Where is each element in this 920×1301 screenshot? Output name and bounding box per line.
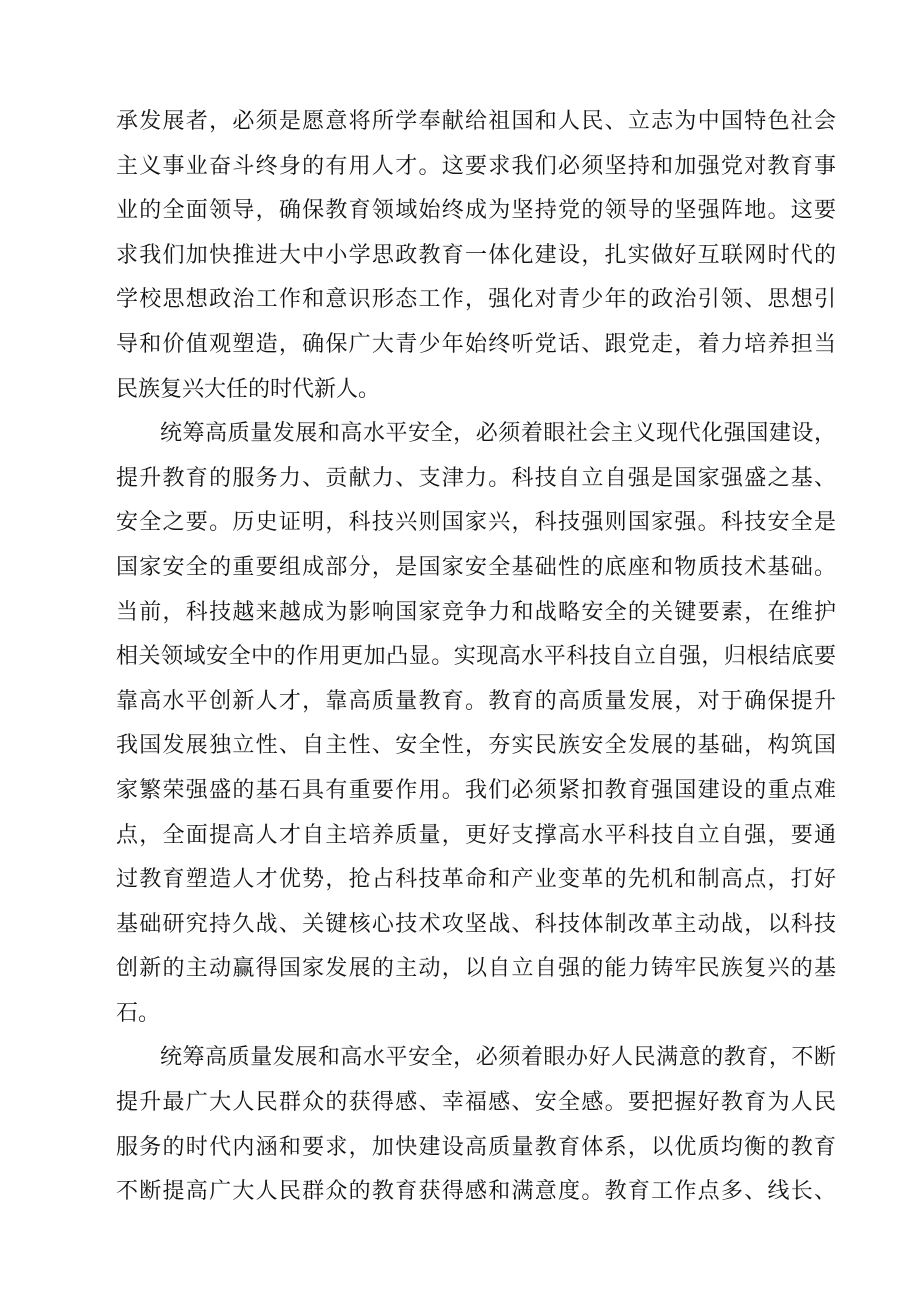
- text-line: 不断提高广大人民群众的教育获得感和满意度。教育工作点多、线长、: [116, 1179, 836, 1205]
- text-line: 承发展者，必须是愿意将所学奉献给祖国和人民、立志为中国特色社会: [116, 109, 836, 134]
- text-line: 统筹高质量发展和高水平安全，必须着眼办好人民满意的教育，不断: [160, 1045, 836, 1071]
- text-line: 统筹高质量发展和高水平安全，必须着眼社会主义现代化强国建设，: [160, 421, 836, 447]
- paragraph-2: [116, 412, 836, 1036]
- text-line: 家繁荣强盛的基石具有重要作用。我们必须紧扣教育强国建设的重点难: [116, 777, 836, 803]
- text-line: 创新的主动赢得国家发展的主动，以自立自强的能力铸牢民族复兴的基: [116, 956, 836, 982]
- paragraph-3: [116, 1036, 836, 1214]
- text-line: 提升教育的服务力、贡献力、支津力。科技自立自强是国家强盛之基、: [116, 465, 836, 491]
- text-line: 我国发展独立性、自主性、安全性，夯实民族安全发展的基础，构筑国: [116, 733, 836, 759]
- text-line: 服务的时代内涵和要求，加快建设高质量教育体系，以优质均衡的教育: [116, 1134, 836, 1160]
- text-line: 靠高水平创新人才，靠高质量教育。教育的高质量发展，对于确保提升: [116, 688, 836, 714]
- text-line: 相关领域安全中的作用更加凸显。实现高水平科技自立自强，归根结底要: [116, 644, 836, 670]
- text-line: 导和价值观塑造，确保广大青少年始终听党话、跟党走，着力培养担当: [116, 331, 836, 357]
- text-line: 业的全面领导，确保教育领域始终成为坚持党的领导的坚强阵地。这要: [116, 198, 836, 224]
- text-line: 基础研究持久战、关键核心技术攻坚战、科技体制改革主动战，以科技: [116, 911, 836, 937]
- text-line: 石。: [116, 1000, 161, 1026]
- text-line: 点，全面提高人才自主培养质量，更好支撑高水平科技自立自强，要通: [116, 822, 836, 848]
- text-line: 当前，科技越来越成为影响国家竞争力和战略安全的关键要素，在维护: [116, 599, 836, 625]
- text-line: 国家安全的重要组成部分，是国家安全基础性的底座和物质技术基础。: [116, 554, 836, 580]
- text-line: 学校思想政治工作和意识形态工作，强化对青少年的政治引领、思想引: [116, 287, 836, 313]
- text-line: 过教育塑造人才优势，抢占科技革命和产业变革的先机和制高点，打好: [116, 867, 836, 893]
- document-body: [116, 100, 836, 1215]
- text-line: 民族复兴大任的时代新人。: [116, 376, 381, 402]
- text-line: 提升最广大人民群众的获得感、幸福感、安全感。要把握好教育为人民: [116, 1090, 836, 1116]
- text-line: 安全之要。历史证明，科技兴则国家兴，科技强则国家强。科技安全是: [116, 510, 836, 536]
- text-line: 主义事业奋斗终身的有用人才。这要求我们必须坚持和加强党对教育事: [116, 153, 836, 179]
- paragraph-1: [116, 100, 836, 412]
- text-line: 求我们加快推进大中小学思政教育一体化建设，扎实做好互联网时代的: [116, 242, 836, 268]
